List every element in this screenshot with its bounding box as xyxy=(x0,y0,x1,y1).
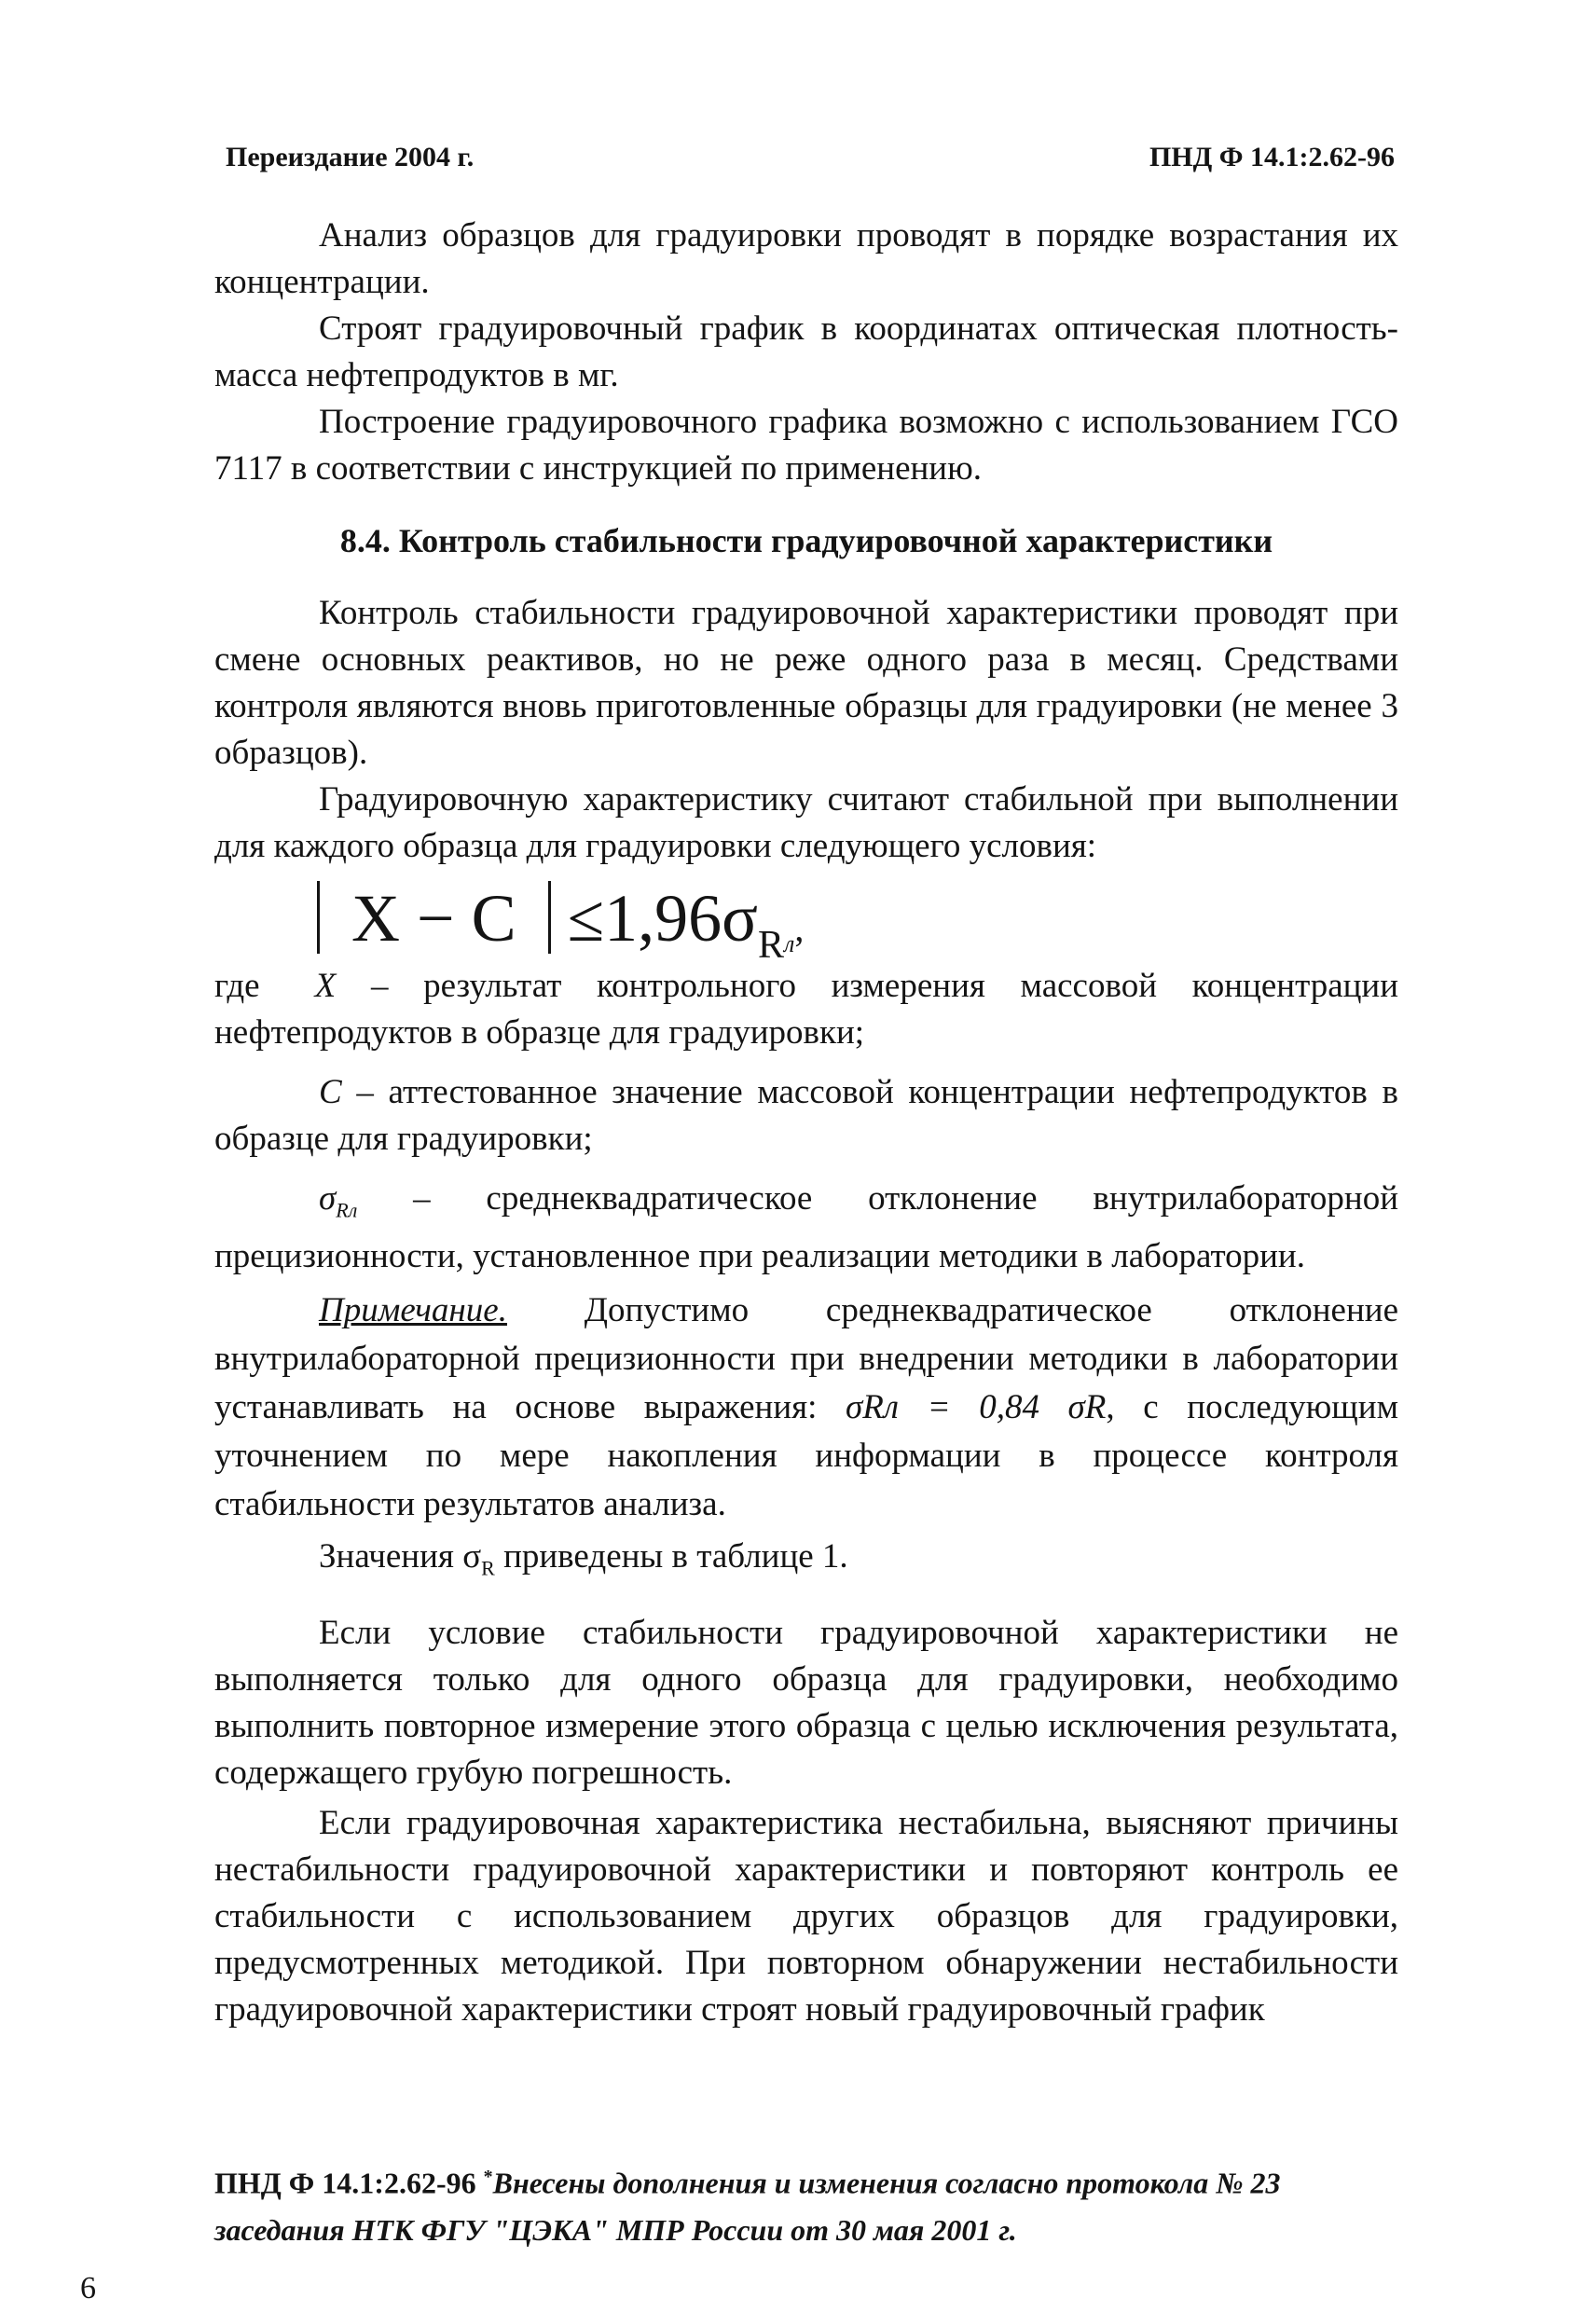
note-text-after: , с последующим уточнением по мере накопления информации в процессе контроля стабильности результатов анализа. xyxy=(214,1388,1398,1523)
paragraph: Если условие стабильности градуировочной характеристики не выполняется только для одного образца для градуировки, необходимо выполнить повторное измерение этого образца с целью исключения результата, содержащего грубую погрешность. xyxy=(214,1614,1398,1792)
paragraph: Если градуировочная характеристика нестабильна, выясняют причины нестабильности градуировочной характеристики и повторяют контроль ее стабильности с использованием других образцов для градуировки, предусмотренных методикой. При повторном обнаружении нестабильности градуировочной характеристики строят новый градуировочный график xyxy=(214,1804,1398,2029)
footnote-text: Внесены дополнения и изменения согласно протокола № 23 заседания НТК ФГУ "ЦЭКА" МПР России от 30 мая 2001 г. xyxy=(214,2166,1281,2247)
formula-subsubscript: л xyxy=(783,930,795,957)
page-header xyxy=(226,142,1395,179)
where-word: где xyxy=(214,967,260,1005)
definition-x xyxy=(214,963,1398,1056)
values-line: Значения $\sigma_R$ приведены в таблице 1. xyxy=(319,1537,848,1580)
stability-formula xyxy=(317,867,804,970)
note-block xyxy=(214,1287,1398,1592)
definitions-block xyxy=(214,963,1398,1280)
paragraph: Градуировочную характеристику считают стабильной при выполнении для каждого образца для градуировки следующего условия: xyxy=(214,780,1398,865)
paragraph: Построение градуировочного графика возможно с использованием ГСО 7117 в соответствии с инструкцией по применению. xyxy=(214,403,1398,488)
definition-text: – аттестованное значение массовой концентрации нефтепродуктов в образце для градуировки; xyxy=(214,1073,1398,1158)
footnote-mark: * xyxy=(483,2167,493,2187)
section-heading: 8.4. Контроль стабильности градуировочной характеристики xyxy=(339,522,1273,559)
footnote-code: ПНД Ф 14.1:2.62-96 xyxy=(214,2166,476,2200)
definition-text: – результат контрольного измерения массовой концентрации нефтепродуктов в образце для градуировки; xyxy=(214,967,1399,1052)
intro-block xyxy=(214,213,1398,492)
formula-rhs: ≤1,96σ xyxy=(567,881,758,956)
abs-bar-right xyxy=(548,881,551,954)
paragraph: Строят градуировочный график в координатах оптическая плотность-масса нефтепродуктов в мг. xyxy=(214,310,1398,394)
formula-trail: , xyxy=(794,907,805,949)
note-paragraph xyxy=(214,1287,1398,1529)
definition-text: – среднеквадратическое отклонение внутрилабораторной прецизионности, установленное при реализации методики в лаборатории. xyxy=(214,1179,1398,1276)
footnote xyxy=(214,2154,1417,2253)
abs-bar-left xyxy=(317,881,320,954)
control-block xyxy=(214,590,1398,870)
definition-sigma xyxy=(214,1176,1398,1280)
header-document-code: ПНД Ф 14.1:2.62-96 xyxy=(1149,142,1395,172)
header-edition: Переиздание 2004 г. xyxy=(226,142,475,172)
note-expression: σRл = 0,84 σR xyxy=(846,1388,1107,1426)
symbol-sigma: $\sigma_{Rл}$ xyxy=(319,1179,358,1222)
definition-c xyxy=(214,1069,1398,1163)
paragraph: Анализ образцов для градуировки проводят в порядке возрастания их концентрации. xyxy=(214,216,1398,301)
note-text: Допустимо среднеквадратическое отклонение внутрилабораторной прецизионности при внедрении методики в лаборатории устанавливать на основе выражения: xyxy=(214,1291,1398,1426)
paragraph: Контроль стабильности градуировочной характеристики проводят при смене основных реактивов, но не реже одного раза в месяц. Средствами контроля являются вновь приготовленные образцы для градуировки (не менее 3 образцов). xyxy=(214,594,1398,772)
symbol-c: C xyxy=(319,1073,342,1111)
closing-block xyxy=(214,1610,1398,2033)
symbol-x: X xyxy=(314,967,337,1005)
note-label: Примечание. xyxy=(319,1291,507,1329)
formula-subscript: R xyxy=(757,924,784,967)
page-number: 6 xyxy=(80,2271,96,2305)
formula-lhs: X − C xyxy=(351,881,516,956)
